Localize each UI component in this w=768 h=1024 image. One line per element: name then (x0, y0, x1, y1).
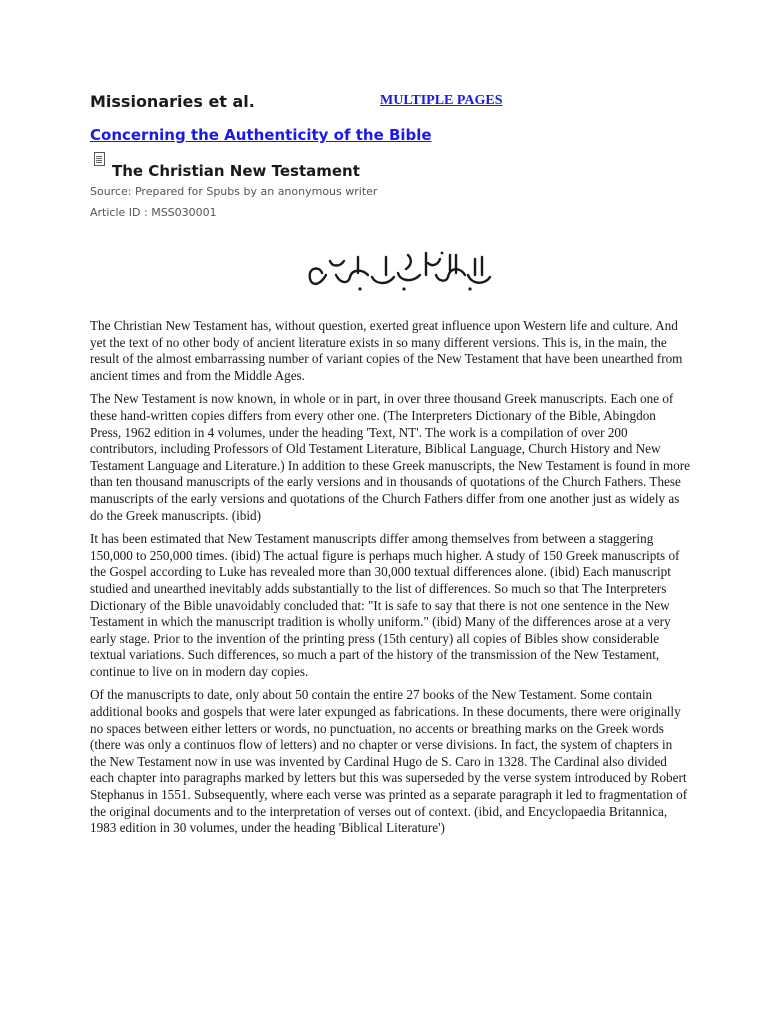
paragraph: The New Testament is now known, in whole or in part, in over three thousand Greek manuscripts. Each one of these hand-written copies differs from every other one. (The Interpreters Dictionary of the Bible, Abingdon Press, 1962 edition in 4 volumes, under the heading 'Text, NT'. The work is a compilation of over 200 contributors, including Professors of Old Testament Literature, Biblical Language, Church History and New Testament Language and Literature.) In addition to these Greek manuscripts, the New Testament is found in more than ten thousand manuscripts of the early versions and in thousands of quotations of the Church Fathers. These manuscripts of the early versions and quotations of the Church Fathers differ from one another just as widely as do the Greek manuscripts. (ibid) (90, 391, 690, 523)
article-id: Article ID : MSS030001 (90, 206, 217, 219)
paragraph: It has been estimated that New Testament manuscripts differ among themselves from between a staggering 150,000 to 250,000 times. (ibid) The actual figure is perhaps much higher. A study of 150 Greek manuscripts of the Gospel according to Luke has revealed more than 30,000 textual differences alone. (ibid) Each manuscript studied and unearthed inevitably adds substantially to the list of differences. So much so that The Interpreters Dictionary of the Bible unavoidably concluded that: "It is safe to say that there is not one sentence in the New Testament in which the manuscript tradition is wholly uniform." (ibid) Many of the differences arose at a very early stage. Prior to the invention of the printing press (15th century) all copies of Bibles show considerable textual variations. Such differences, so much a part of the history of the transmission of the New Testament, continue to live on in modern day copies. (90, 531, 680, 679)
multiple-pages-link[interactable]: MULTIPLE PAGES (380, 93, 503, 108)
basmala-calligraphy (300, 245, 500, 295)
article-source: Source: Prepared for Spubs by an anonymous writer (90, 185, 378, 198)
header-row (90, 92, 690, 114)
section-link[interactable]: Concerning the Authenticity of the Bible (90, 126, 432, 144)
article-title: The Christian New Testament (112, 162, 360, 180)
paragraph: The Christian New Testament has, without question, exerted great influence upon Western life and culture. And yet the text of no other body of ancient literature exists in so many different versions. This is, in the main, the result of the almost embarrassing number of variant copies of the New Testament that have been unearthed from ancient times and from the Middle Ages. (90, 318, 683, 383)
site-title: Missionaries et al. (90, 92, 255, 111)
paragraph: Of the manuscripts to date, only about 50 contain the entire 27 books of the New Testament. Some contain additional books and gospels that were later expunged as fabrications. In these documents, there were originally no spaces between either letters or words, no punctuation, no accents or breathing marks on the Greek words (there was only a continuos flow of letters) and no chapter or verse divisions. In fact, the system of chapters in the New Testament now in use was invented by Cardinal Hugo de S. Caro in 1328. The Cardinal also divided each chapter into paragraphs marked by letters but this was superseded by the verse system introduced by Robert Stephanus in 1551. Subsequently, where each verse was printed as a separate paragraph it led to fragmentation of the original documents and to the interpretation of verses out of context. (ibid, and Encyclopaedia Britannica, 1983 edition in 30 volumes, under the heading 'Biblical Literature') (90, 687, 688, 836)
document-icon (94, 152, 105, 166)
article-body (90, 318, 690, 844)
